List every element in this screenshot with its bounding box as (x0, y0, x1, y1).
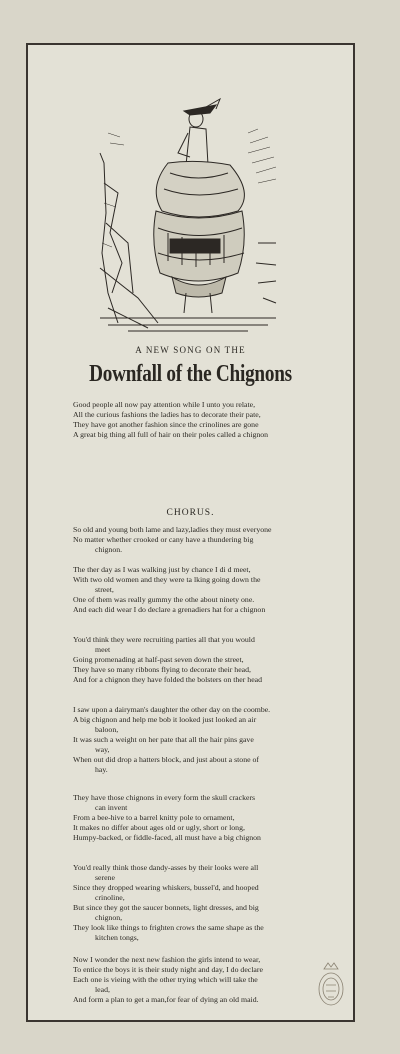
verse-line: A big chignon and help me bob it looked just looked an air (73, 715, 257, 724)
verse-line: You'd think they were recruiting parties all that you would (73, 635, 255, 644)
verse-1 (73, 400, 319, 440)
woodcut-illustration (98, 93, 278, 333)
verse-line: chignon. (95, 545, 123, 554)
verse-line: lead, (95, 985, 110, 994)
verse-line: serene (95, 873, 115, 882)
verse-line: To entice the boys it is their study night and day, I do declare (73, 965, 263, 974)
verse-line: Humpy-backed, or fiddle-faced, all must have a big chignon (73, 833, 261, 842)
verse-line: One of them was really gummy the othe about ninety one. (73, 595, 255, 604)
verse-2 (73, 565, 319, 615)
verse-line: From a bee-hive to a barrel knitty pole to ornament, (73, 813, 235, 822)
chorus-heading: CHORUS. (166, 508, 215, 518)
verse-line: meet (95, 645, 111, 654)
verse-line: The ther day as I was walking just by chance I di d meet, (73, 565, 251, 574)
verse-line: It was such a weight on her pate that all the hair pins gave (73, 735, 254, 744)
verse-line: I saw upon a dairyman's daughter the other day on the coombe. (73, 705, 271, 714)
verse-line: Good people all now pay attention while I unto you relate, (73, 400, 256, 409)
page-title: Downfall of the Chignons (89, 361, 292, 387)
verse-line: chignon, (95, 913, 123, 922)
verse-4 (73, 705, 319, 775)
subtitle: A NEW SONG ON THE (135, 345, 246, 355)
verse-line: With two old women and they were ta lking going down the (73, 575, 261, 584)
verse-line: Going promenading at half-past seven down the street, (73, 655, 244, 664)
verse-line: A great big thing all full of hair on their poles called a chignon (73, 430, 269, 439)
verse-line: And each did wear I do declare a grenadiers hat for a chignon (73, 605, 266, 614)
verse-line: street, (95, 585, 114, 594)
verse-line: They have so many ribbons flying to decorate their head, (73, 665, 251, 674)
verse-line: They have those chignons in every form the skull crackers (73, 793, 256, 802)
verse-line: kitchen tongs, (95, 933, 139, 942)
verse-line: It makes no differ about ages old or ugly, short or long, (73, 823, 245, 832)
library-stamp-icon (316, 961, 346, 1011)
verse-line: Since they dropped wearing whiskers, bussel'd, and hooped (73, 883, 259, 892)
verse-line: baloon, (95, 725, 119, 734)
broadside-sheet (26, 43, 355, 1022)
verse-line: All the curious fashions the ladies has to decorate their pate, (73, 410, 261, 419)
verse-line: You'd really think those dandy-asses by their looks were all (73, 863, 259, 872)
verse-line: Each one is vieing with the other trying which will take the (73, 975, 258, 984)
verse-3 (73, 635, 319, 685)
verse-6 (73, 863, 319, 943)
verse-line: They have got another fashion since the crinolines are gone (73, 420, 259, 429)
verse-line: But since they got the saucer bonnets, light dresses, and big (73, 903, 259, 912)
verse-5 (73, 793, 319, 843)
verse-line: So old and young both lame and lazy,ladies they must everyone (73, 525, 272, 534)
verse-line: way, (95, 745, 110, 754)
verse-line: No matter whether crooked or cany have a thundering big (73, 535, 254, 544)
verse-line: And for a chignon they have folded the bolsters on ther head (73, 675, 263, 684)
verse-line: They look like things to frighten crows the same shape as the (73, 923, 264, 932)
verse-line: hay. (95, 765, 108, 774)
verse-line: When out did drop a hatters block, and just about a stone of (73, 755, 259, 764)
chorus (73, 525, 319, 555)
verse-line: Now I wonder the next new fashion the girls intend to wear, (73, 955, 261, 964)
verse-line: And form a plan to get a man,for fear of dying an old maid. (73, 995, 259, 1004)
verse-line: crinoline, (95, 893, 125, 902)
verse-line: can invent (95, 803, 128, 812)
verse-7 (73, 955, 319, 1005)
